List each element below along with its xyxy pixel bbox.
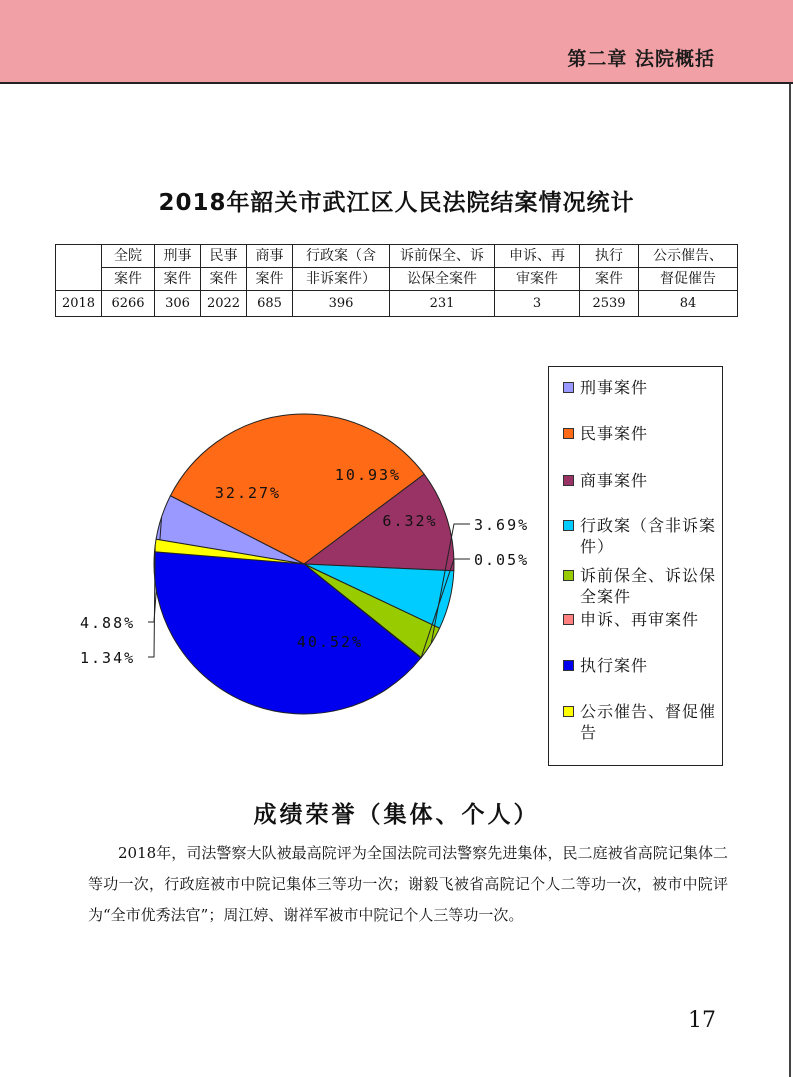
honors-paragraph — [88, 838, 728, 931]
legend-swatch — [563, 428, 574, 439]
table-header-cell: 诉前保全、诉 — [390, 245, 495, 268]
table-header-cell: 申诉、再 — [495, 245, 580, 268]
pie-data-label: 32.27% — [214, 484, 282, 502]
table-header-cell: 案件 — [102, 268, 155, 291]
table-header-cell: 督促催告 — [639, 268, 738, 291]
table-header-cell: 案件 — [247, 268, 293, 291]
chapter-title: 第二章 法院概括 — [567, 48, 715, 70]
table-header-cell: 审案件 — [495, 268, 580, 291]
table-header-cell: 全院 — [102, 245, 155, 268]
table-header-cell: 非诉案件） — [293, 268, 390, 291]
legend-label: 商事案件 — [580, 471, 649, 490]
table-header-cell: 案件 — [155, 268, 201, 291]
table-header-cell: 刑事 — [155, 245, 201, 268]
table-header-row — [56, 245, 738, 268]
legend-swatch — [563, 614, 574, 625]
table-cell: 306 — [155, 291, 201, 317]
table-row — [56, 291, 738, 317]
legend-label: 刑事案件 — [580, 378, 649, 397]
table-cell: 231 — [390, 291, 495, 317]
pie-data-label: 4.88% — [80, 614, 136, 632]
table-header-cell: 执行 — [580, 245, 639, 268]
honors-text: 2018年，司法警察大队被最高院评为全国法院司法警察先进集体，民二庭被省高院记集体二等功一次，行政庭被市中院记集体三等功一次；谢毅飞被省高院记个人二等功一次，被市中院评为“全市优秀法官”；周江婷、谢祥军被市中院记个人三等功一次。 — [88, 844, 728, 924]
table-header-cell — [56, 245, 102, 291]
legend-swatch — [563, 520, 574, 531]
section-title: 成绩荣誉（集体、个人） — [253, 802, 540, 828]
pie-data-label: 6.32% — [382, 512, 438, 530]
legend-label: 诉前保全、诉讼保全案件 — [580, 566, 717, 606]
table-cell: 396 — [293, 291, 390, 317]
pie-data-label: 1.34% — [80, 649, 136, 667]
table-cell-year: 2018 — [56, 291, 102, 317]
legend-label: 公示催告、督促催告 — [580, 702, 717, 742]
header-band — [0, 0, 793, 84]
table-header-cell: 案件 — [201, 268, 247, 291]
table-header-cell: 讼保全案件 — [390, 268, 495, 291]
chart-legend — [548, 366, 723, 766]
pie-data-label: 10.93% — [334, 466, 402, 484]
stats-table — [55, 244, 738, 317]
table-cell: 6266 — [102, 291, 155, 317]
table-header-cell: 公示催告、 — [639, 245, 738, 268]
pie-data-label: 40.52% — [296, 633, 364, 651]
legend-label: 申诉、再审案件 — [580, 610, 700, 629]
legend-swatch — [563, 475, 574, 486]
table-cell: 2539 — [580, 291, 639, 317]
legend-swatch — [563, 706, 574, 717]
table-header-row — [56, 268, 738, 291]
page-title: 2018年韶关市武江区人民法院结案情况统计 — [158, 190, 635, 216]
legend-label: 民事案件 — [580, 424, 649, 443]
legend-label: 行政案（含非诉案件） — [580, 516, 717, 556]
table-header-cell: 行政案（含 — [293, 245, 390, 268]
pie-data-label: 0.05% — [474, 551, 530, 569]
table-cell: 685 — [247, 291, 293, 317]
legend-swatch — [563, 382, 574, 393]
table-header-cell: 商事 — [247, 245, 293, 268]
table-cell: 84 — [639, 291, 738, 317]
pie-data-label: 3.69% — [474, 516, 530, 534]
table-header-cell: 民事 — [201, 245, 247, 268]
legend-swatch — [563, 570, 574, 581]
page-number: 17 — [688, 1008, 716, 1033]
table-header-cell: 案件 — [580, 268, 639, 291]
table-cell: 3 — [495, 291, 580, 317]
legend-swatch — [563, 660, 574, 671]
table-cell: 2022 — [201, 291, 247, 317]
legend-label: 执行案件 — [580, 656, 649, 675]
